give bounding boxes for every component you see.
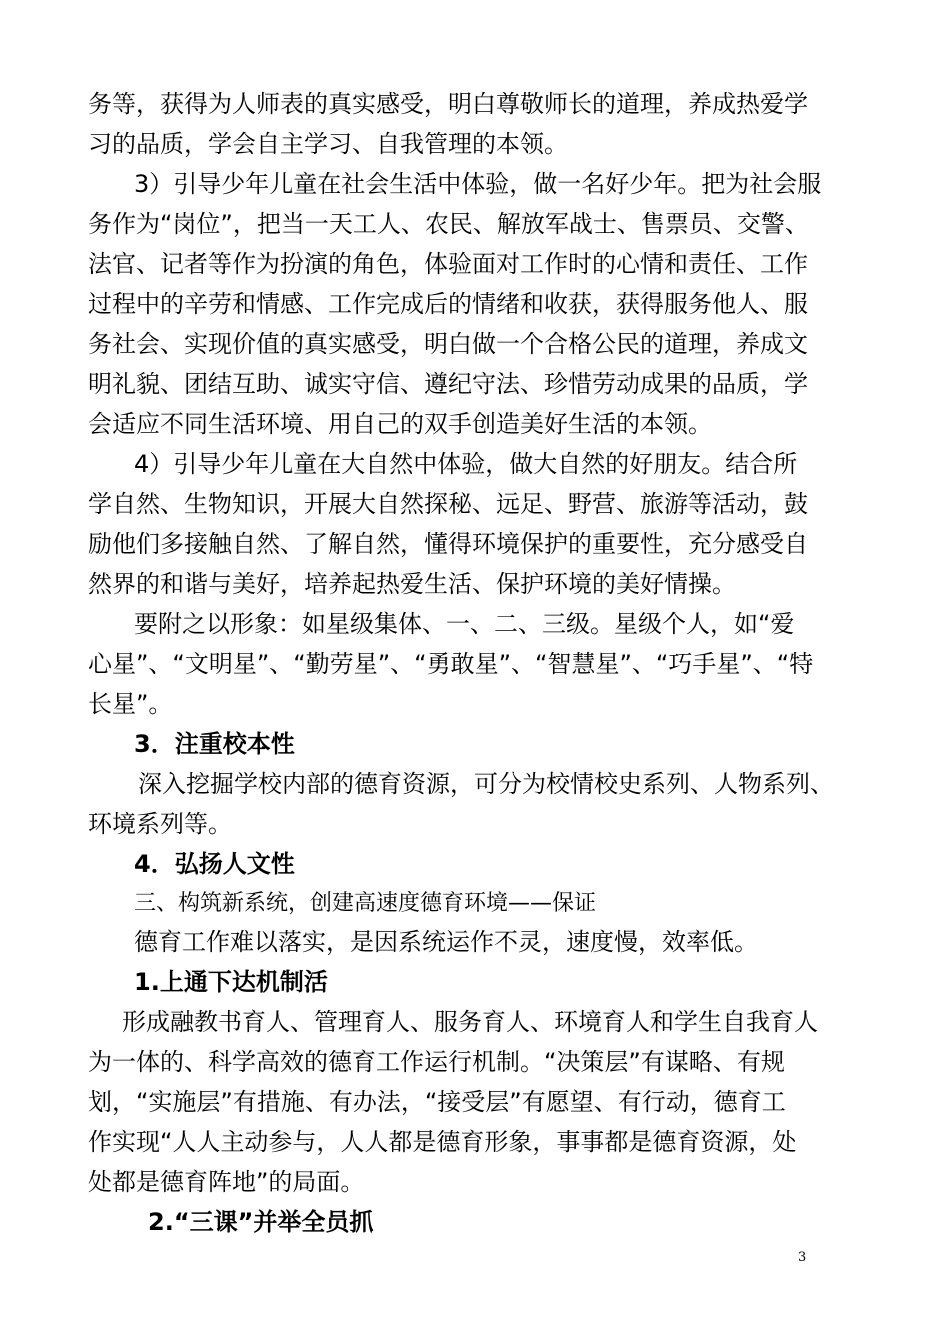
text-line: 务等，获得为人师表的真实感受，明白尊敬师长的道理，养成热爱学: [88, 90, 808, 118]
section-heading: 3．注重校本性: [134, 730, 295, 758]
text-line: 形成融教书育人、管理育人、服务育人、环境育人和学生自我育人: [122, 1008, 818, 1036]
text-line: 会适应不同生活环境、用自己的双手创造美好生活的本领。: [88, 410, 712, 438]
text-line: 环境系列等。: [88, 810, 232, 838]
text-line: 过程中的辛劳和情感、工作完成后的情绪和收获，获得服务他人、服: [88, 290, 808, 318]
page-number: 3: [798, 1250, 807, 1265]
text-line: 为一体的、科学高效的德育工作运行机制。“决策层”有谋略、有规: [88, 1048, 785, 1076]
text-line: 务社会、实现价值的真实感受，明白做一个合格公民的道理，养成文: [88, 330, 808, 358]
section-heading: 1.上通下达机制活: [134, 968, 328, 996]
text-line: 长星”。: [88, 690, 173, 718]
text-line: 4）引导少年儿童在大自然中体验，做大自然的好朋友。结合所: [134, 450, 798, 478]
text-line: 3）引导少年儿童在社会生活中体验，做一名好少年。把为社会服: [134, 170, 822, 198]
text-line: 法官、记者等作为扮演的角色，体验面对工作时的心情和责任、工作: [88, 250, 808, 278]
text-line: 心星”、“文明星”、“勤劳星”、“勇敢星”、“智慧星”、“巧手星”、“特: [88, 650, 814, 678]
text-line: 明礼貌、团结互助、诚实守信、遵纪守法、珍惜劳动成果的品质，学: [88, 370, 808, 398]
text-line: 作实现“人人主动参与，人人都是德育形象，事事都是德育资源，处: [88, 1128, 797, 1156]
section-heading: 2.“三课”并举全员抓: [148, 1208, 374, 1236]
text-line: 深入挖掘学校内部的德育资源，可分为校情校史系列、人物系列、: [138, 770, 834, 798]
text-line: 励他们多接触自然、了解自然，懂得环境保护的重要性，充分感受自: [88, 530, 808, 558]
text-line: 处都是德育阵地”的局面。: [88, 1168, 365, 1196]
section-heading: 4．弘扬人文性: [134, 850, 295, 878]
text-line: 学自然、生物知识，开展大自然探秘、远足、野营、旅游等活动，鼓: [88, 490, 808, 518]
text-line: 习的品质，学会自主学习、自我管理的本领。: [88, 130, 568, 158]
chapter-heading: 三、构筑新系统，创建高速度德育环境——保证: [134, 891, 597, 916]
text-line: 要附之以形象：如星级集体、一、二、三级。星级个人，如“爱: [134, 610, 795, 638]
text-line: 然界的和谐与美好，培养起热爱生活、保护环境的美好情操。: [88, 570, 736, 598]
text-line: 务作为“岗位”，把当一天工人、农民、解放军战士、售票员、交警、: [88, 210, 809, 238]
text-line: 划，“实施层”有措施、有办法，“接受层”有愿望、有行动，德育工: [88, 1088, 786, 1116]
text-line: 德育工作难以落实，是因系统运作不灵，速度慢，效率低。: [134, 928, 758, 956]
